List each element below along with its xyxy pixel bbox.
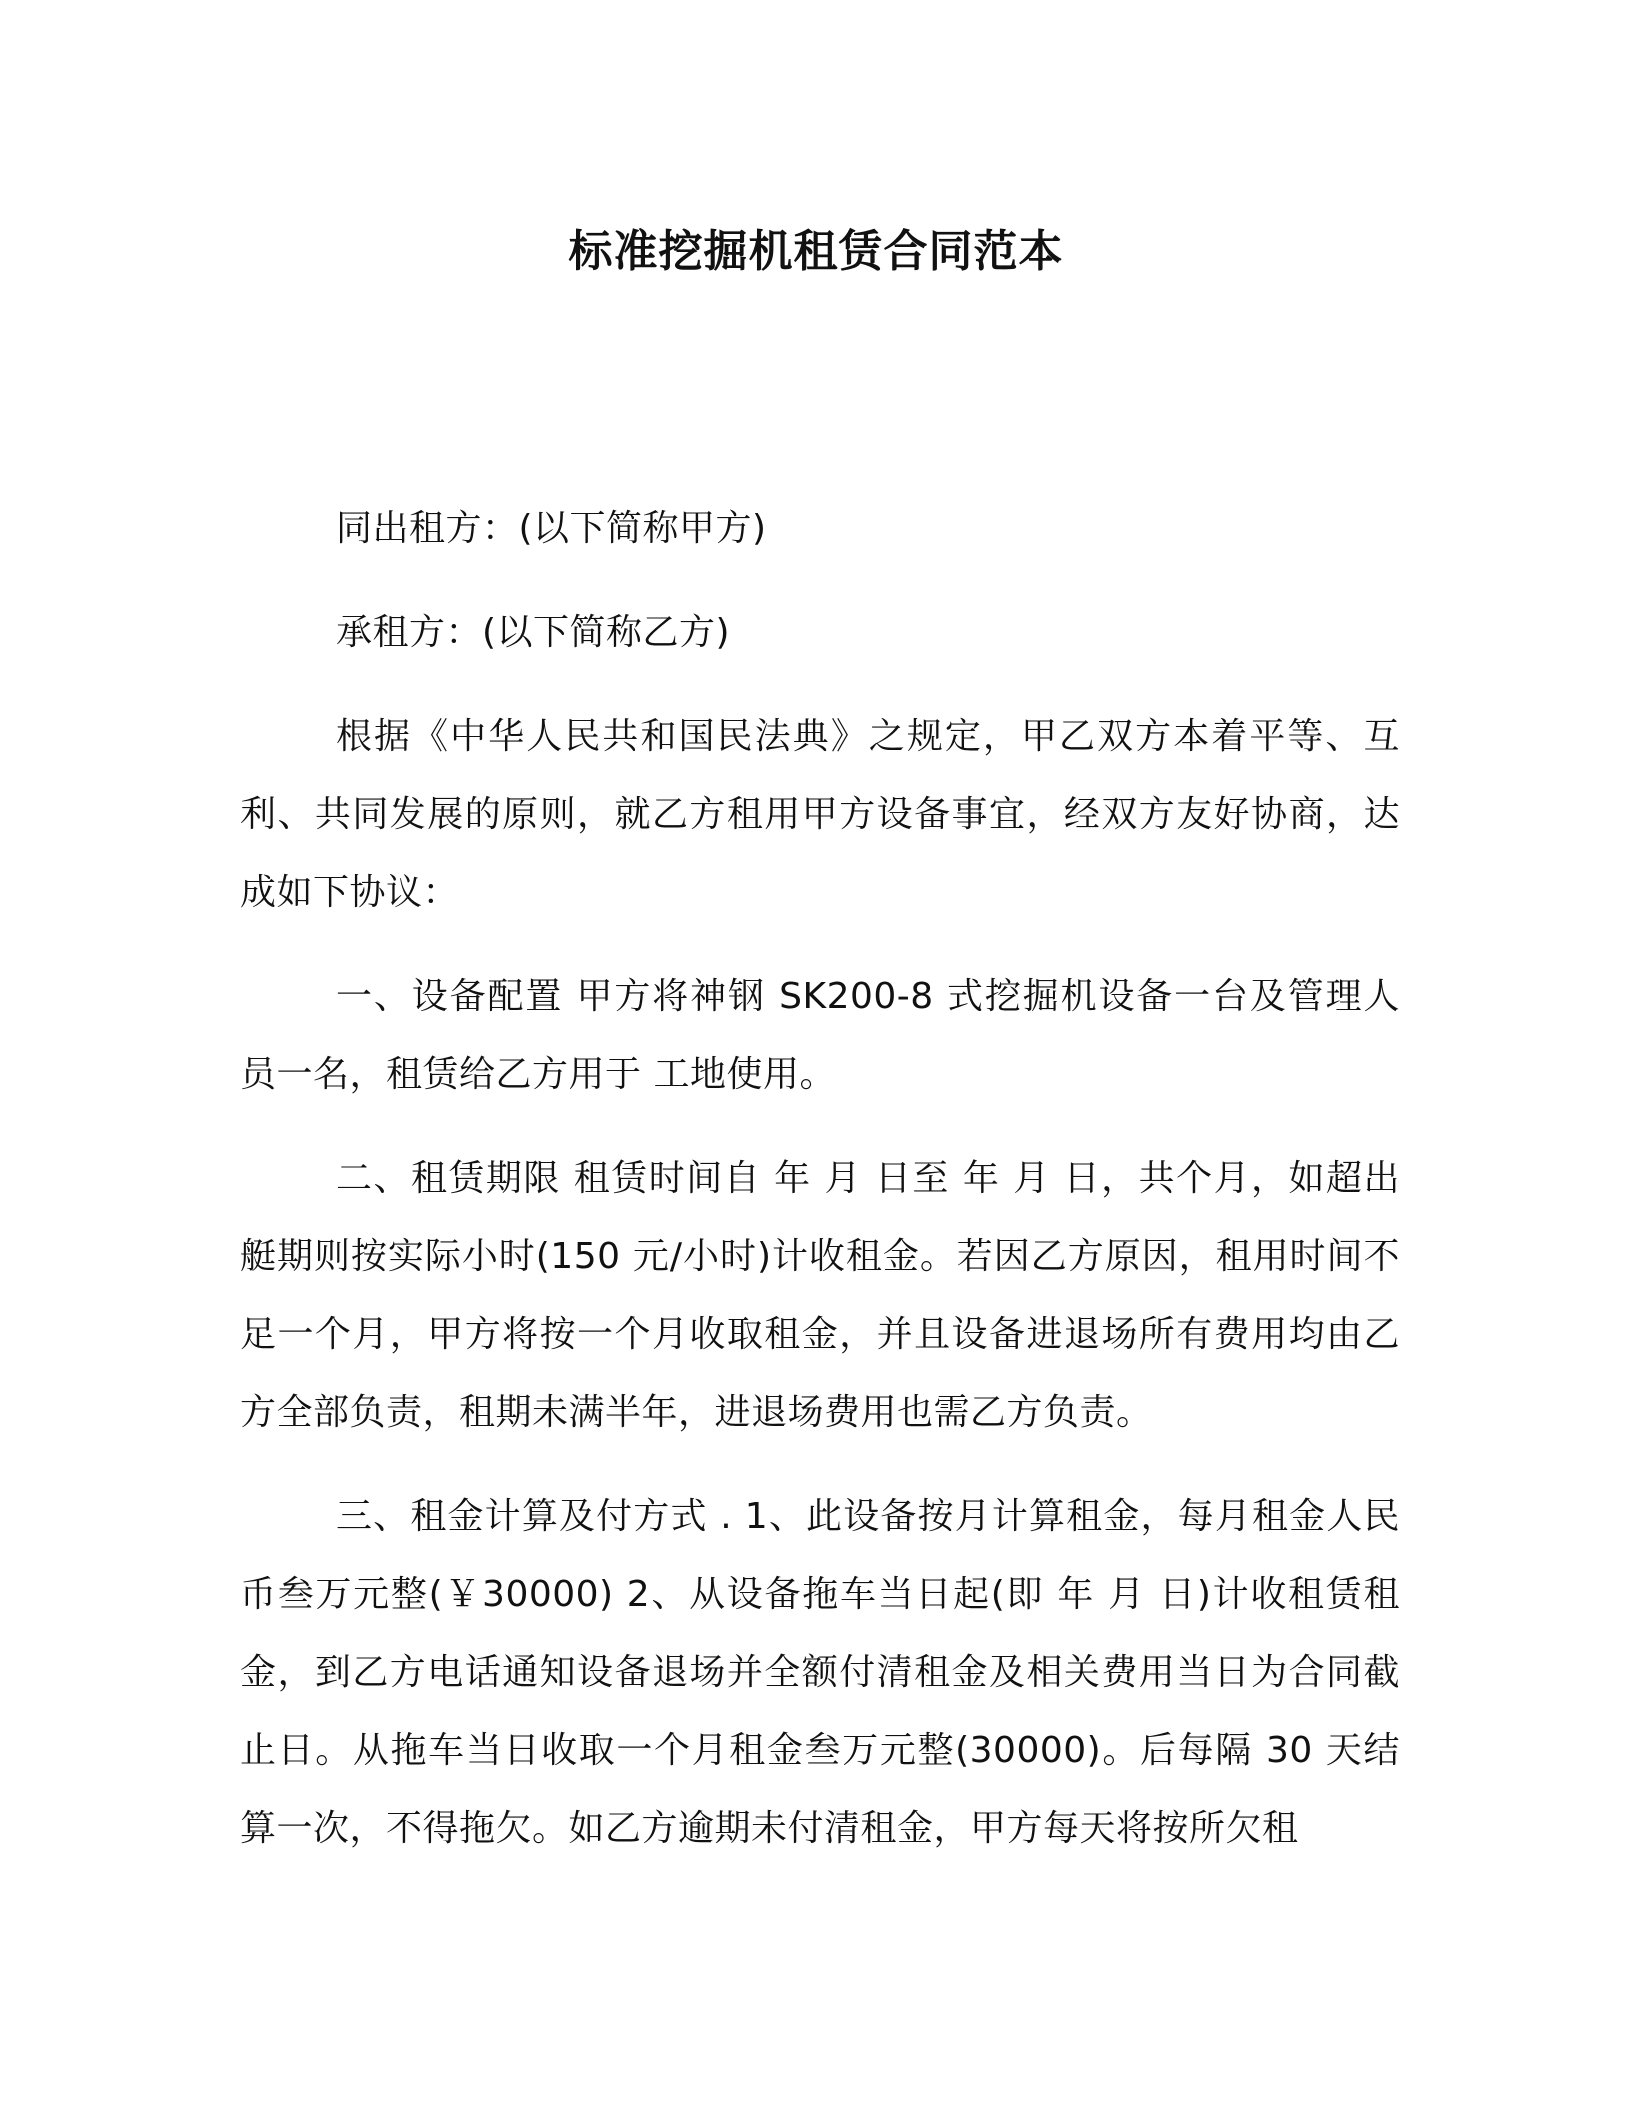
lessor-line: 同出租方：(以下简称甲方)	[336, 508, 767, 549]
preamble-paragraph: 根据《中华人民共和国民法典》之规定，甲乙双方本着平等、互利、共同发展的原则，就乙方租用甲方设备事宜，经双方友好协商，达成如下协议：	[240, 716, 1400, 913]
clause-1-paragraph: 一、设备配置 甲方将神钢 SK200-8 式挖掘机设备一台及管理人员一名，租赁给乙方用于 工地使用。	[240, 976, 1400, 1095]
document-title: 标准挖掘机租赁合同范本	[568, 226, 1064, 277]
document-body	[240, 490, 1400, 1868]
clause-3-paragraph: 三、租金计算及付方式 . 1、此设备按月计算租金，每月租金人民币叁万元整(￥30000) 2、从设备拖车当日起(即 年 月 日)计收租赁租金，到乙方电话通知设备退场并全额付清租金及相关费用当日为合同截止日。从拖车当日收取一个月租金叁万元整(30000)。后每隔 30 天结算一次，不得拖欠。如乙方逾期未付清租金，甲方每天将按所欠租	[240, 1496, 1400, 1849]
clause-2-paragraph: 二、租赁期限 租赁时间自 年 月 日至 年 月 日，共个月，如超出艇期则按实际小时(150 元/小时)计收租金。若因乙方原因，租用时间不足一个月，甲方将按一个月收取租金，并且设备进退场所有费用均由乙方全部负责，租期未满半年，进退场费用也需乙方负责。	[240, 1158, 1400, 1433]
lessee-line: 承租方：(以下简称乙方)	[336, 612, 731, 653]
